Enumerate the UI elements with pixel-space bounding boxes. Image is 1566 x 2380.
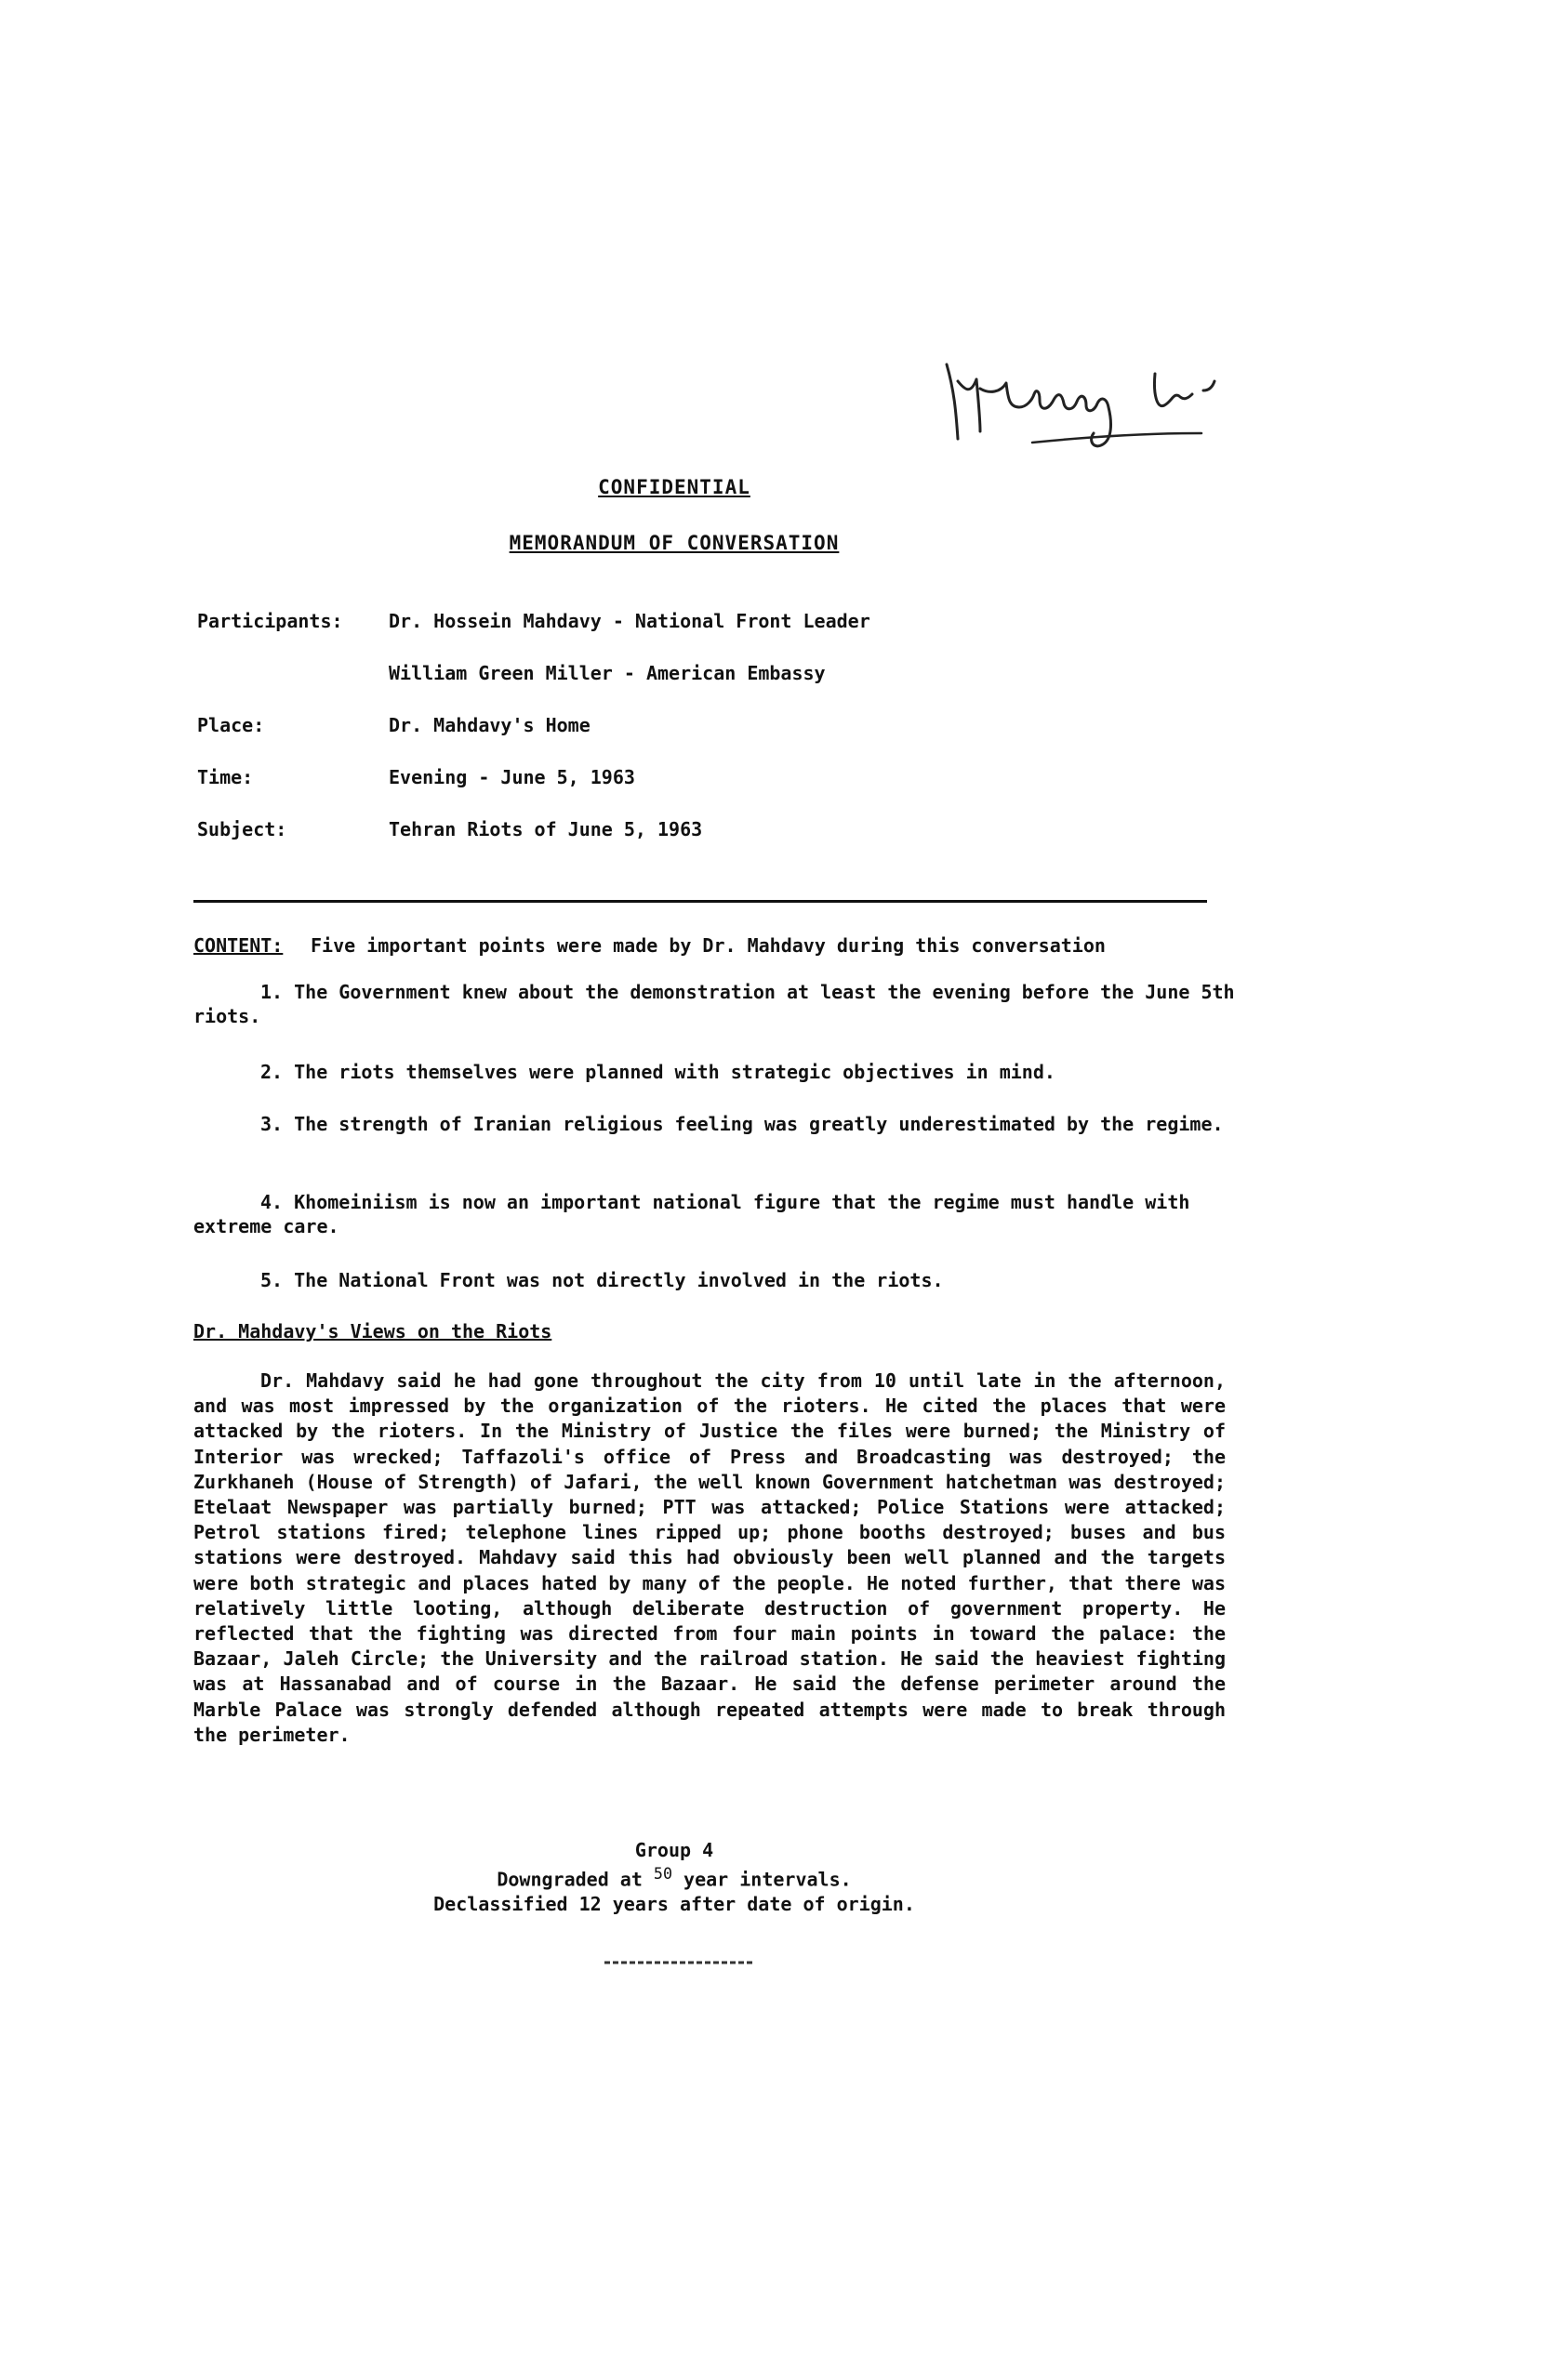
point-text: Khomeiniism is now an important national figure that the regime must handle with extreme care. xyxy=(193,1191,1190,1237)
time-value: Evening - June 5, 1963 xyxy=(389,766,635,788)
subject-value: Tehran Riots of June 5, 1963 xyxy=(389,818,703,840)
point-text: The strength of Iranian religious feeling was greatly underestimated by the regime. xyxy=(294,1113,1224,1135)
content-label: CONTENT: xyxy=(193,934,284,957)
point-text: The National Front was not directly involved in the riots. xyxy=(294,1269,944,1291)
place-value: Dr. Mahdavy's Home xyxy=(389,714,591,736)
bottom-stamp-mark xyxy=(604,1960,753,1965)
divider-rule xyxy=(193,900,1207,903)
subject-label: Subject: xyxy=(197,818,287,840)
footer-group: Group 4 xyxy=(634,1839,714,1861)
place-label: Place: xyxy=(197,714,265,736)
point-number: 4. xyxy=(260,1191,284,1213)
content-point-4 xyxy=(193,1190,1235,1238)
views-section-title: Dr. Mahdavy's Views on the Riots xyxy=(193,1320,552,1342)
participant-2: William Green Miller - American Embassy xyxy=(389,662,826,684)
views-paragraph: Dr. Mahdavy said he had gone throughout the city from 10 until late in the afternoon, and was most impressed by the organization of the rioters. He cited the places that were attacked by the rioters. In the Ministry of Justice the files were burned; the Ministry of Interior was wrecked; Taffazoli's office of Press and Broadcasting was destroyed; the Zurkhaneh (House of Strength) of Jafari, the well known Government hatchetman was destroyed; Etelaat Newspaper was partially burned; PTT was attacked; Police Stations were attacked; Petrol stations fired; telephone lines ripped up; phone booths destroyed; buses and bus stations were destroyed. Mahdavy said this had obviously been well planned and the targets were both strategic and places hated by many of the people. He noted further, that there was relatively little looting, although deliberate destruction of government property. He reflected that the fighting was directed from four main points in toward the palace: the Bazaar, Jaleh Circle; the University and the railroad station. He said the heaviest fighting was at Hassanabad and of course in the Bazaar. He said the defense perimeter around the Marble Palace was strongly defended although repeated attempts were made to break through the perimeter. xyxy=(193,1369,1226,1746)
content-point-3 xyxy=(193,1112,1235,1136)
downgraded-prefix: Downgraded at xyxy=(497,1868,643,1891)
point-number: 5. xyxy=(260,1269,284,1291)
content-intro: Five important points were made by Dr. Mahdavy during this conversation xyxy=(311,934,1106,957)
point-number: 1. xyxy=(260,981,284,1003)
participant-1: Dr. Hossein Mahdavy - National Front Leader xyxy=(389,610,870,632)
point-number: 3. xyxy=(260,1113,284,1135)
time-label: Time: xyxy=(197,766,254,788)
footer-downgraded xyxy=(0,1865,1348,1891)
classification-header: CONFIDENTIAL xyxy=(598,476,750,498)
document-type-header: MEMORANDUM OF CONVERSATION xyxy=(509,532,840,554)
handwritten-signature xyxy=(930,353,1237,456)
downgraded-number: 50 xyxy=(653,1865,672,1883)
participants-label: Participants: xyxy=(197,610,343,632)
point-text: The Government knew about the demonstration at least the evening before the June 5th riots. xyxy=(193,981,1235,1027)
content-point-5 xyxy=(193,1268,1235,1292)
point-text: The riots themselves were planned with strategic objectives in mind. xyxy=(294,1061,1055,1083)
content-point-1 xyxy=(193,980,1235,1028)
content-point-2 xyxy=(193,1060,1235,1084)
point-number: 2. xyxy=(260,1061,284,1083)
footer-declassified: Declassified 12 years after date of origin. xyxy=(433,1893,915,1915)
downgraded-suffix: year intervals. xyxy=(683,1868,852,1891)
